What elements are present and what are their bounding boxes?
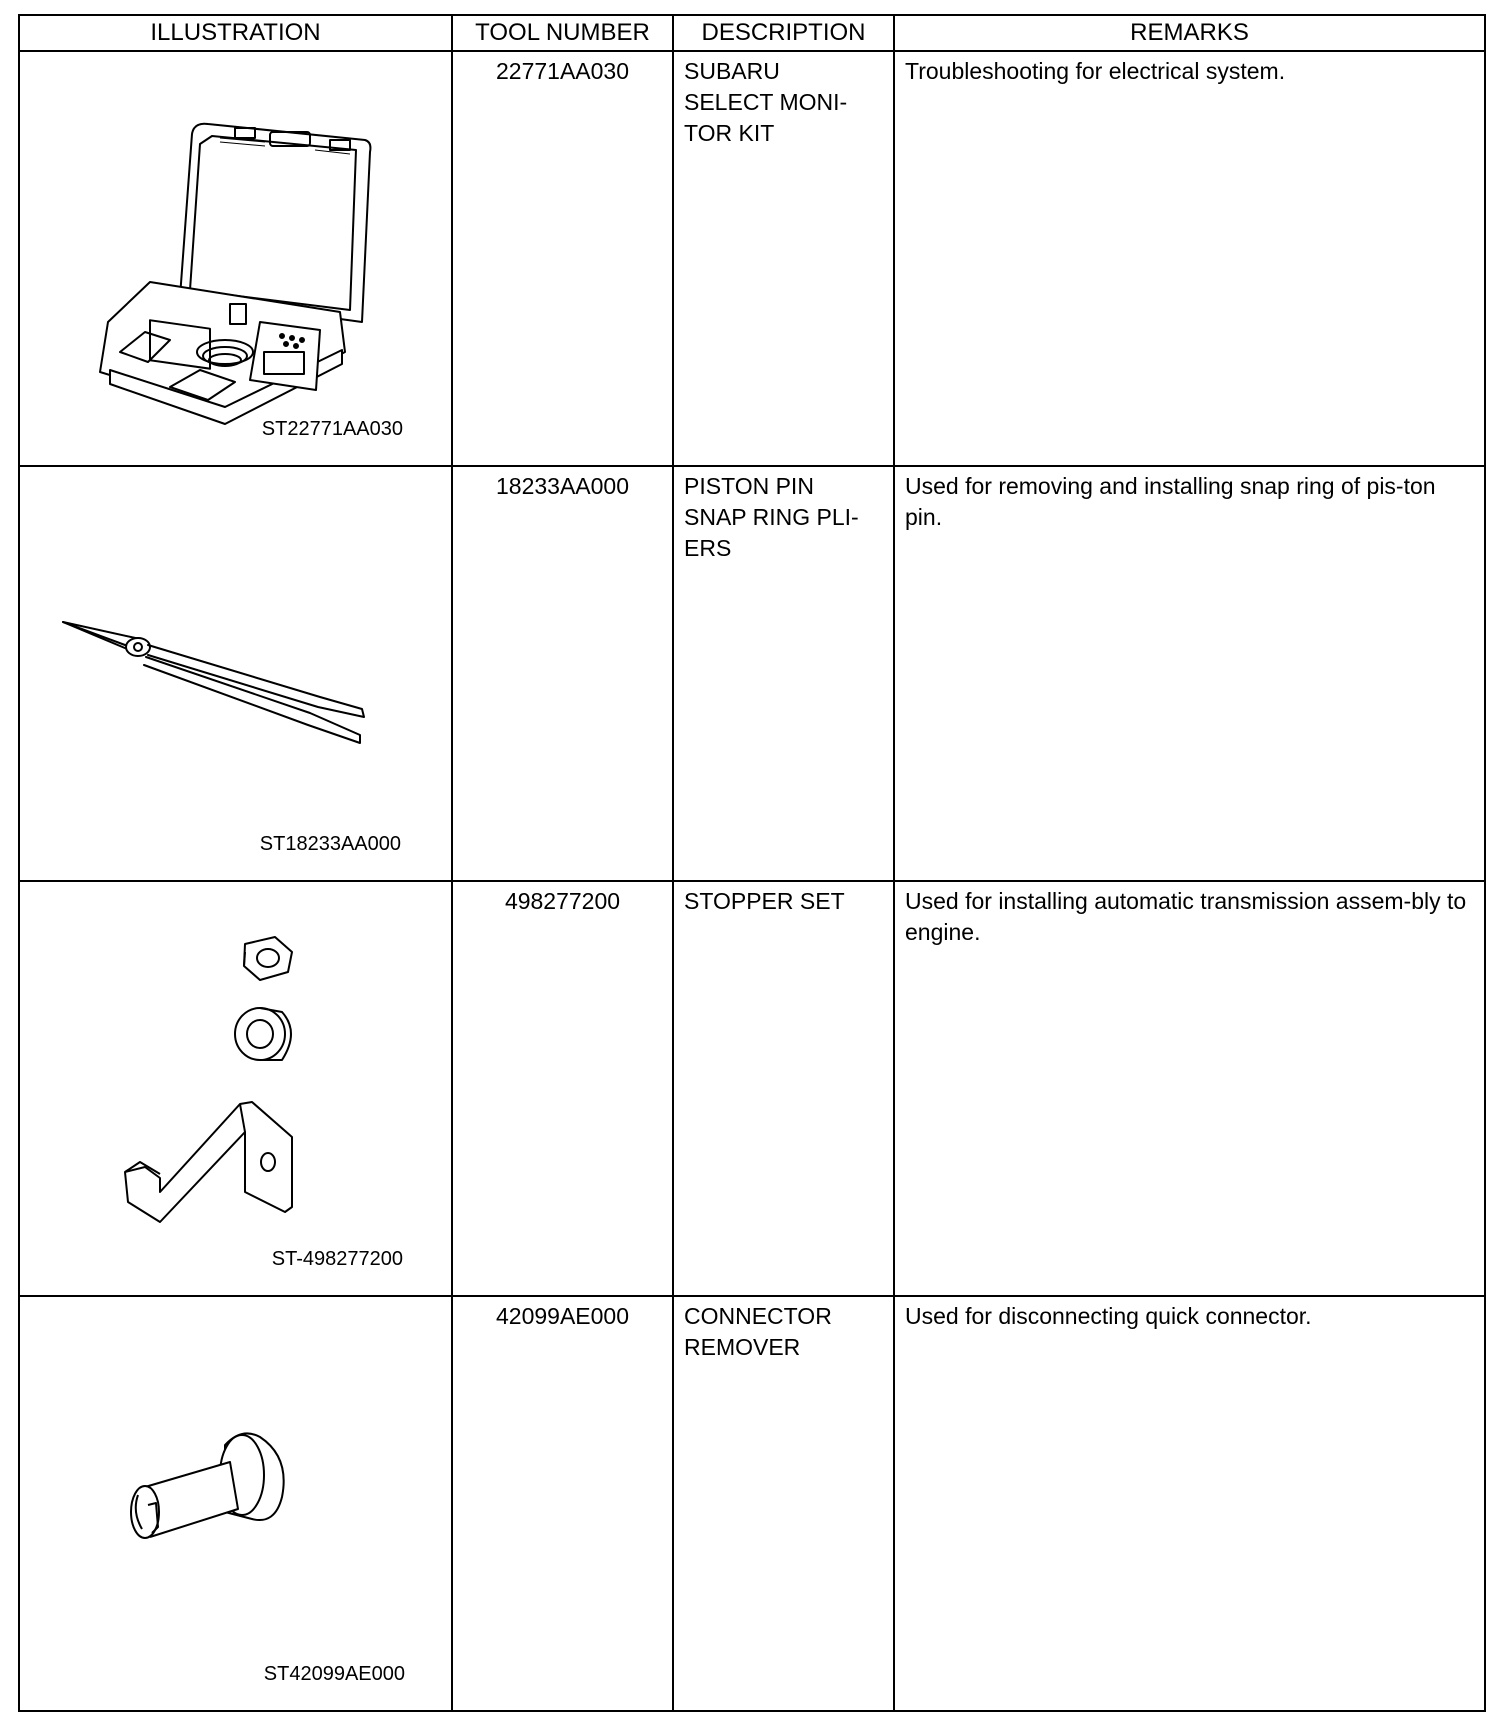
table-row [19, 466, 1485, 881]
remarks-cell: Used for removing and installing snap ring of pis-ton pin. [894, 466, 1485, 881]
stopper-set-icon [20, 882, 453, 1291]
tool-number-cell: 18233AA000 [452, 466, 673, 881]
remarks-cell: Used for installing automatic transmission assem-bly to engine. [894, 881, 1485, 1296]
pliers-icon [20, 467, 453, 876]
description-cell: CONNECTOR REMOVER [673, 1296, 894, 1711]
remarks-cell: Troubleshooting for electrical system. [894, 51, 1485, 466]
description-cell: PISTON PIN SNAP RING PLI- ERS [673, 466, 894, 881]
special-tools-table [18, 14, 1486, 1712]
tool-number-cell: 42099AE000 [452, 1296, 673, 1711]
table-row [19, 881, 1485, 1296]
connector-remover-icon [20, 1297, 453, 1706]
illustration-code: ST22771AA030 [261, 418, 403, 440]
illustration-cell [19, 466, 452, 881]
illustration-cell [19, 1296, 452, 1711]
header-description: DESCRIPTION [673, 15, 894, 51]
description-cell: STOPPER SET [673, 881, 894, 1296]
tool-case-icon [20, 52, 453, 461]
table-row [19, 51, 1485, 466]
illustration-cell [19, 51, 452, 466]
header-row [19, 15, 1485, 51]
tool-number-cell: 498277200 [452, 881, 673, 1296]
description-cell: SUBARU SELECT MONI- TOR KIT [673, 51, 894, 466]
header-illustration: ILLUSTRATION [19, 15, 452, 51]
table-row [19, 1296, 1485, 1711]
illustration-code: ST18233AA000 [259, 833, 401, 855]
remarks-cell: Used for disconnecting quick connector. [894, 1296, 1485, 1711]
illustration-code: ST-498277200 [271, 1248, 403, 1270]
tool-number-cell: 22771AA030 [452, 51, 673, 466]
illustration-code: ST42099AE000 [263, 1663, 405, 1685]
header-tool-number: TOOL NUMBER [452, 15, 673, 51]
header-remarks: REMARKS [894, 15, 1485, 51]
illustration-cell [19, 881, 452, 1296]
